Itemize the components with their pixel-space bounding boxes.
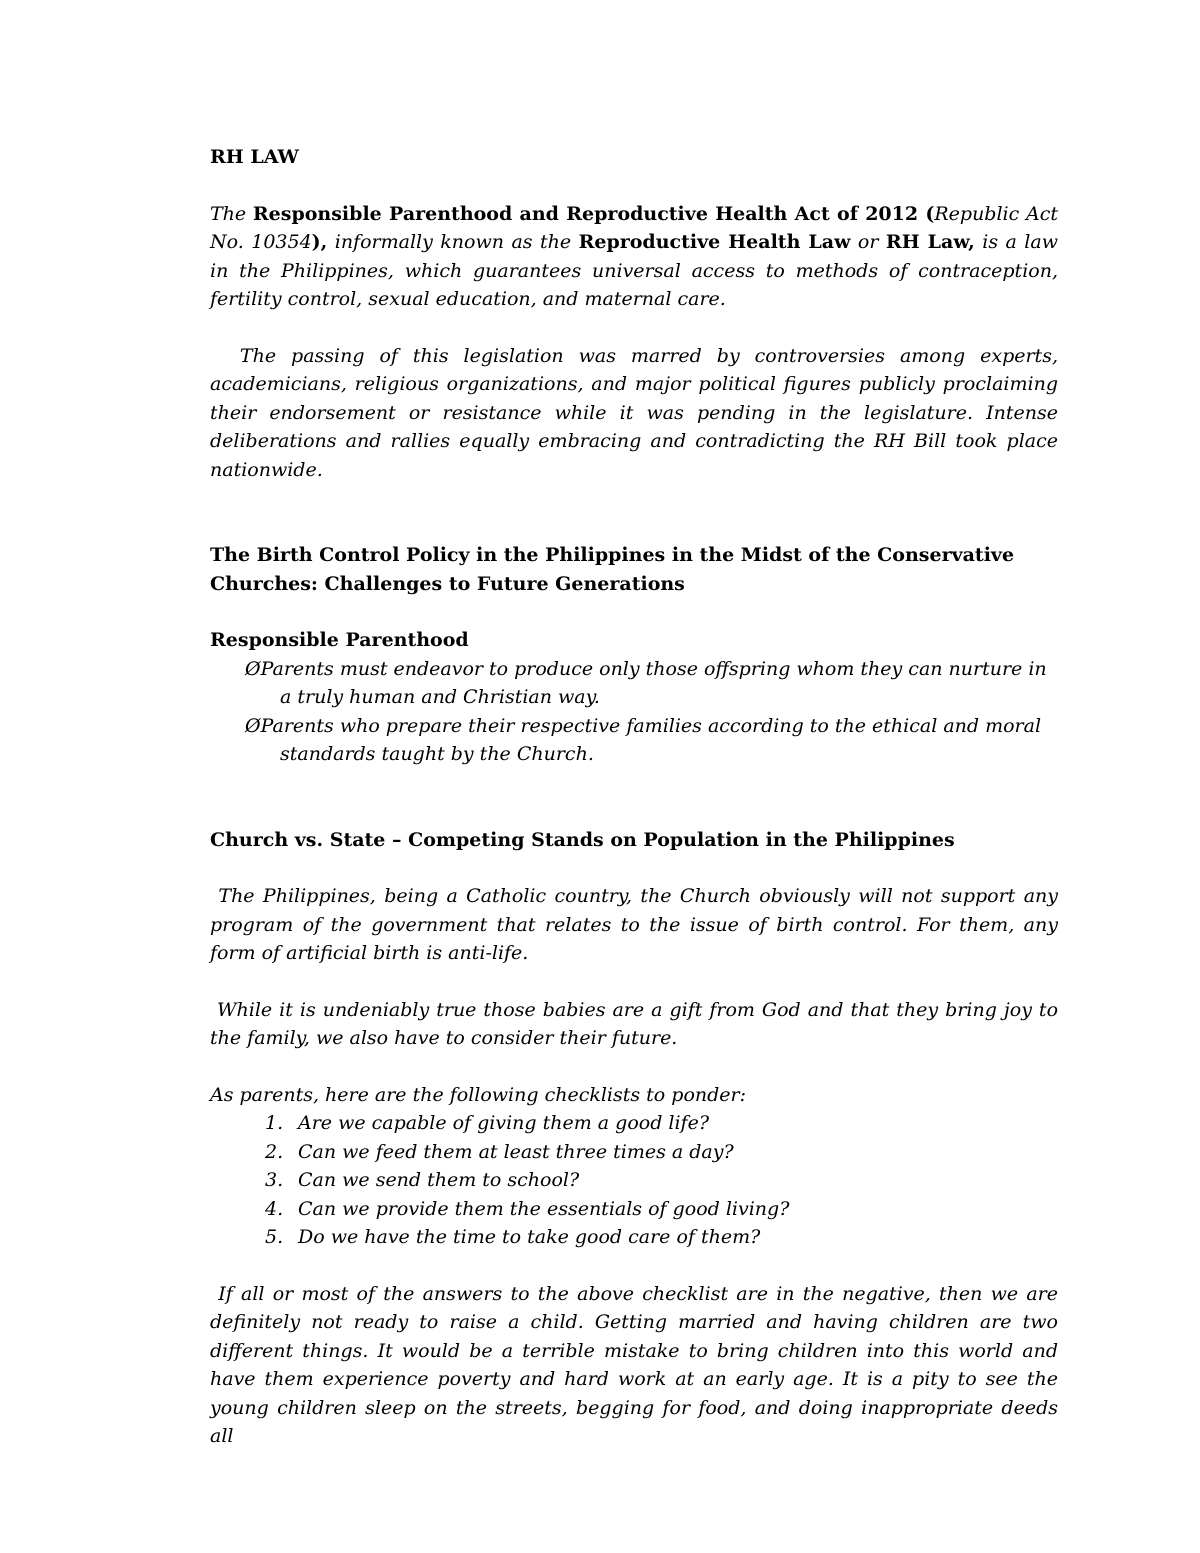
- checklist-item: [210, 1195, 1058, 1224]
- intro-informal: informally known as the: [327, 231, 579, 253]
- checklist-number: 2.: [265, 1140, 284, 1163]
- section-heading-birth-control: The Birth Control Policy in the Philippines in the Midst of the Conservative Churches: Challenges to Future Generations: [210, 544, 1015, 595]
- church-paragraph-3: If all or most of the answers to the above checklist are in the negative, then we are definitely not ready to raise a child. Getting married and having children are two different things. It would be a terrible mistake to bring children into this world and have them experience poverty and hard work at an early age. It is a pity to see the young children sleep on the streets, begging for food, and doing inappropriate deeds all: [210, 1282, 1065, 1447]
- checklist-text: Can we provide them the essentials of good living?: [298, 1197, 790, 1220]
- checklist-number: 4.: [265, 1197, 284, 1220]
- act-number: Republic Act No. 10354: [210, 202, 1058, 253]
- intro-paragraph-1: [210, 200, 1058, 314]
- bullet-item: ØParents must endeavor to produce only those offspring whom they can nurture in a truly human and Christian way.: [245, 657, 1047, 708]
- section-heading-responsible-parenthood: Responsible Parenthood: [210, 629, 469, 651]
- document-page: [210, 143, 1065, 1451]
- section-heading-church-vs-state: Church vs. State – Competing Stands on Population in the Philippines: [210, 828, 955, 851]
- act-name: Responsible Parenthood and Reproductive Health Act of 2012 (: [252, 202, 935, 225]
- checklist-number: 1.: [265, 1112, 284, 1134]
- law-alias: Reproductive Health Law: [578, 231, 851, 253]
- checklist: [210, 1109, 1058, 1252]
- checklist-item: [210, 1166, 1058, 1195]
- checklist-item: [210, 1138, 1058, 1167]
- checklist-text: Can we feed them at least three times a day?: [298, 1140, 734, 1163]
- church-paragraph-1: The Philippines, being a Catholic country, the Church obviously will not support any program of the government that relates to the issue of birth control. For them, any form of artificial birth is anti-life.: [210, 885, 1065, 964]
- document-title: RH LAW: [210, 146, 299, 168]
- checklist-text: Do we have the time to take good care of them?: [298, 1226, 761, 1248]
- intro-or: or: [850, 231, 886, 253]
- church-paragraph-2: While it is undeniably true those babies are a gift from God and that they bring joy to the family, we also have to consider their future.: [210, 998, 1065, 1049]
- checklist-text: Are we capable of giving them a good life?: [298, 1112, 710, 1134]
- checklist-number: 5.: [265, 1226, 284, 1248]
- checklist-item: [210, 1109, 1058, 1138]
- bullet-item: ØParents who prepare their respective families according to the ethical and moral standards taught by the Church.: [245, 714, 1042, 765]
- act-close: ),: [311, 231, 328, 253]
- checklist-item: [210, 1223, 1058, 1252]
- checklist-intro: As parents, here are the following checklists to ponder:: [210, 1083, 747, 1106]
- intro-description: is a law in the Philippines, which guarantees universal access to methods of contraception, fertility control, sexual education, and maternal care.: [210, 231, 1058, 310]
- checklist-text: Can we send them to school?: [298, 1169, 580, 1191]
- law-short-alias: RH Law,: [885, 231, 975, 253]
- intro-lead: The: [210, 202, 253, 225]
- intro-paragraph-2: The passing of this legislation was marred by controversies among experts, academicians, religious organizations, and major political figures publicly proclaiming their endorsement or resistance while it was pending in the legislature. Intense deliberations and rallies equally embracing and contradicting the RH Bill took place nationwide.: [210, 344, 1065, 481]
- checklist-number: 3.: [265, 1169, 284, 1191]
